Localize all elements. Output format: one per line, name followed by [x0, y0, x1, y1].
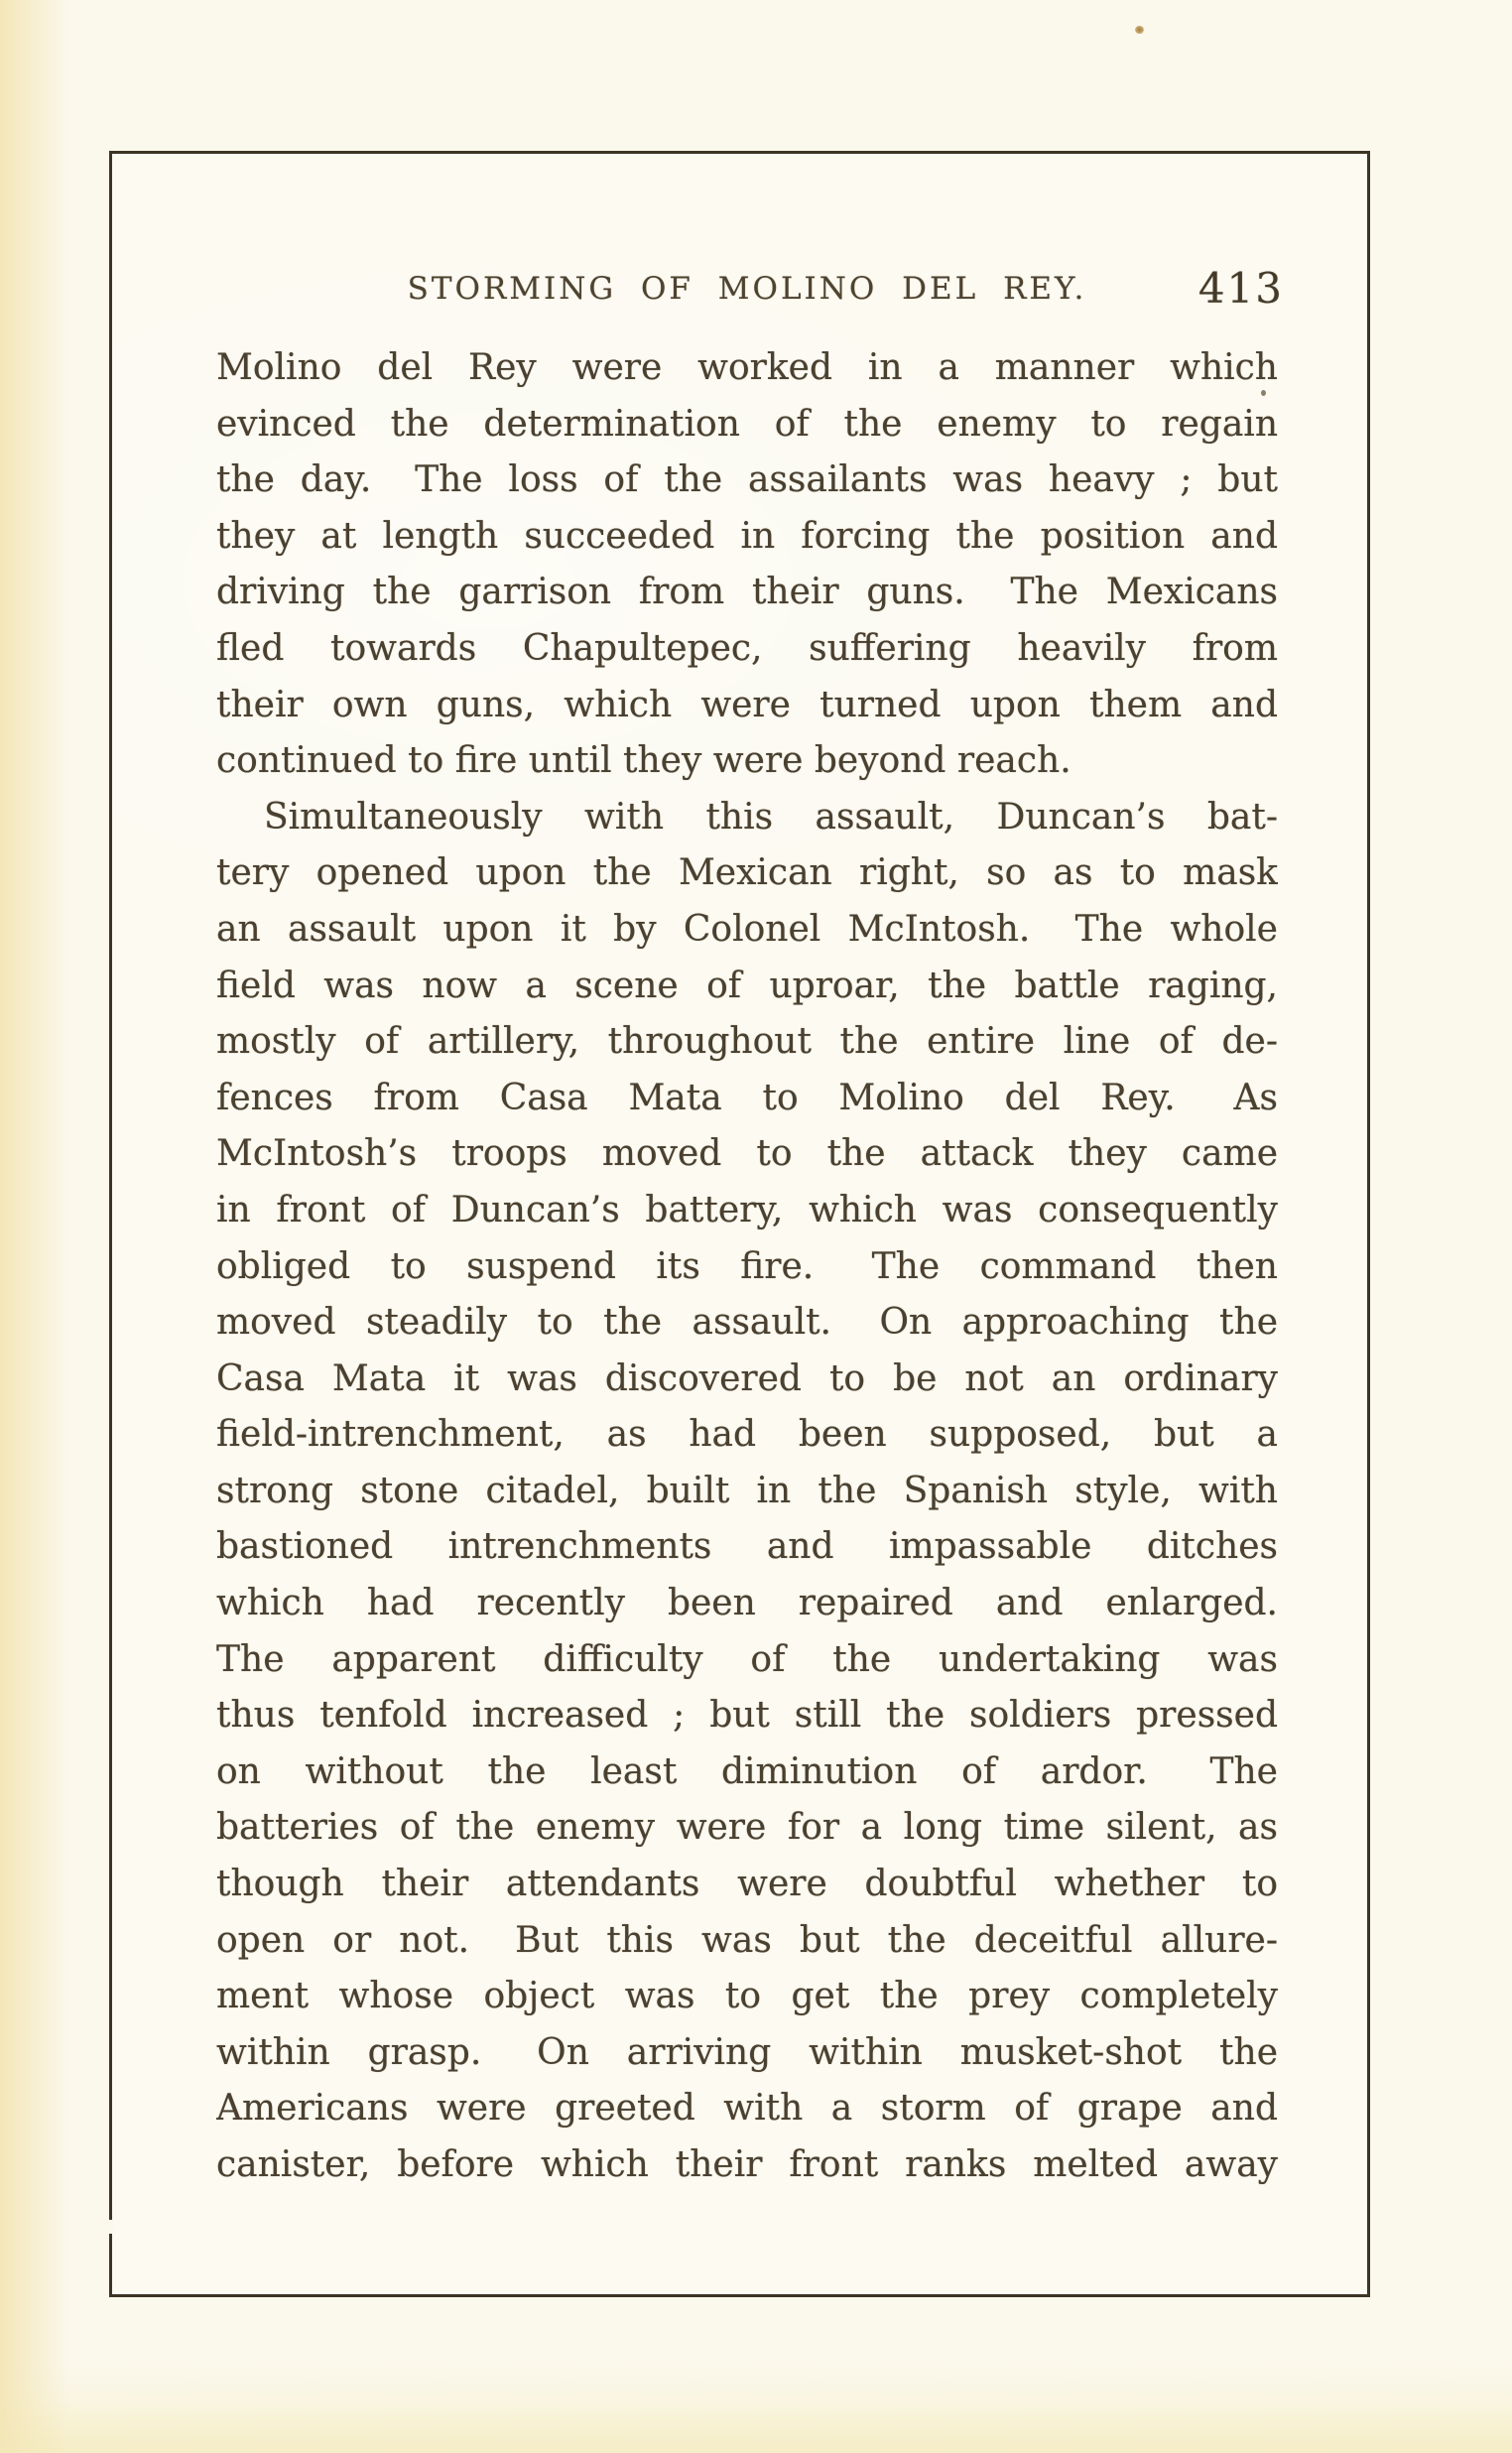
text-line: they at length succeeded in forcing the position and	[216, 515, 1278, 557]
text-line: their own guns, which were turned upon them and	[216, 684, 1278, 725]
text-line: obliged to suspend its fire. The command then	[216, 1245, 1278, 1287]
text-line: moved steadily to the assault. On approaching the	[216, 1302, 1278, 1344]
text-line: The apparent difficulty of the undertaking was	[216, 1638, 1278, 1680]
body-text	[216, 340, 1278, 2194]
text-line: Casa Mata it was discovered to be not an ordinary	[216, 1357, 1278, 1399]
text-line: field was now a scene of uproar, the battle raging,	[216, 965, 1278, 1006]
text-line: open or not. But this was but the deceitful allure-	[216, 1919, 1278, 1961]
paragraph	[216, 790, 1278, 2194]
page-edge-tint	[0, 2364, 1512, 2453]
text-line: fled towards Chapultepec, suffering heavily from	[216, 627, 1278, 669]
text-line: ment whose object was to get the prey completely	[216, 1976, 1278, 2017]
page-number: 413	[1197, 264, 1284, 313]
text-line: bastioned intrenchments and impassable ditches	[216, 1526, 1278, 1568]
paragraph	[216, 340, 1278, 790]
running-header	[216, 257, 1284, 313]
text-line: which had recently been repaired and enlarged.	[216, 1583, 1278, 1624]
text-line: the day. The loss of the assailants was heavy ; but	[216, 459, 1278, 501]
text-line: batteries of the enemy were for a long time silent, as	[216, 1807, 1278, 1849]
text-line: Americans were greeted with a storm of grape and	[216, 2088, 1278, 2130]
text-line: in front of Duncan’s battery, which was consequently	[216, 1189, 1278, 1230]
text-line: continued to fire until they were beyond reach.	[216, 740, 1071, 782]
text-line: evinced the determination of the enemy to regain	[216, 403, 1278, 445]
text-line: fences from Casa Mata to Molino del Rey. As	[216, 1077, 1278, 1118]
text-line: driving the garrison from their guns. The Mexicans	[216, 572, 1278, 613]
text-line: within grasp. On arriving within musket-shot the	[216, 2031, 1278, 2073]
text-line: tery opened upon the Mexican right, so as to mask	[216, 852, 1278, 894]
text-line: mostly of artillery, throughout the entire line of de-	[216, 1021, 1278, 1063]
running-header-title: STORMING OF MOLINO DEL REY.	[407, 271, 1087, 307]
text-line: Simultaneously with this assault, Duncan’s bat-	[264, 796, 1278, 838]
text-line: thus tenfold increased ; but still the soldiers pressed	[216, 1695, 1278, 1737]
border-gap-artifact	[108, 2220, 113, 2234]
paper-speck	[1135, 26, 1144, 34]
text-line: canister, before which their front ranks melted away	[216, 2144, 1278, 2185]
text-line: strong stone citadel, built in the Spanish style, with	[216, 1470, 1278, 1511]
text-line: McIntosh’s troops moved to the attack they came	[216, 1133, 1278, 1175]
text-line: field-intrenchment, as had been supposed, but a	[216, 1414, 1278, 1456]
text-line: Molino del Rey were worked in a manner which	[216, 347, 1278, 388]
text-line: an assault upon it by Colonel McIntosh. The whole	[216, 908, 1278, 950]
text-line: though their attendants were doubtful whether to	[216, 1864, 1278, 1905]
text-line: on without the least diminution of ardor. The	[216, 1750, 1278, 1792]
page-border-frame	[109, 151, 1370, 2297]
